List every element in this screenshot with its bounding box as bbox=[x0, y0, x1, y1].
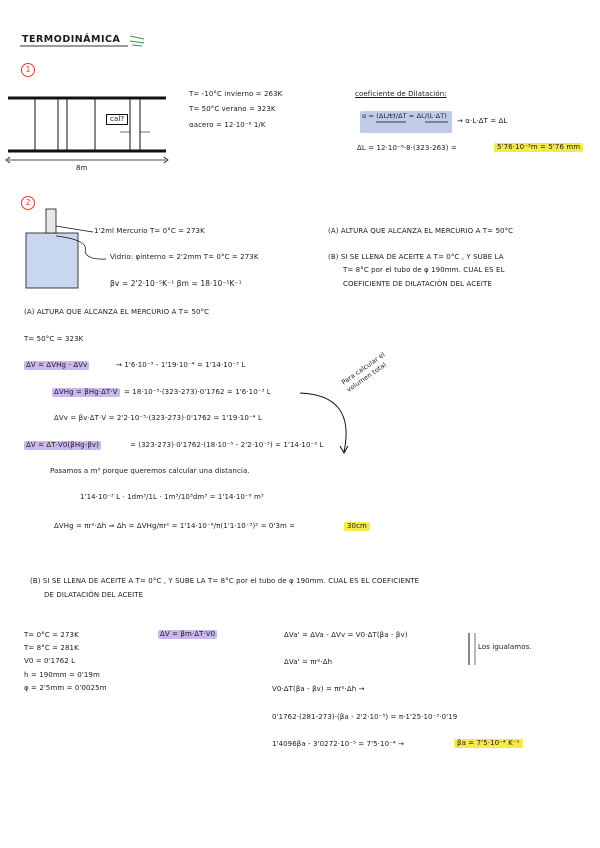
volume-note: Para calcular el volumen total bbox=[340, 350, 388, 394]
part-a-heading: (A) ALTURA QUE ALCANZA EL MERCURIO A T= 50°C bbox=[24, 308, 210, 316]
given-3: αacero = 12·10⁻⁶ 1/K bbox=[189, 121, 266, 129]
rail-ladder-diagram bbox=[6, 98, 168, 163]
convert-text: Pasamos a m³ porque queremos calcular una distancia. bbox=[50, 467, 250, 475]
thermometer-bulb-diagram bbox=[26, 209, 106, 288]
data-5: φ = 2'5mm = 0'0025m bbox=[24, 684, 107, 692]
eq-d: 0'1762·(281-273)·(βa - 2'2·10⁻⁵) = π·1'25·10⁻³·0'19 bbox=[272, 713, 458, 721]
length-label: 8m bbox=[76, 164, 88, 172]
coef-line: βv = 2'2·10⁻⁵K⁻¹ βm = 18·10⁻⁵K⁻¹ bbox=[110, 279, 242, 288]
part-a-temp: T= 50°C = 323K bbox=[24, 335, 84, 343]
given-1: T= -10°C invierno = 263K bbox=[189, 90, 283, 98]
part-b-heading-1: (B) SI SE LLENA DE ACEITE A T= 0°C , Y SUBE LA T= 8°C por el tubo de φ 190mm. CUAL ES EL COEFICIENTE bbox=[30, 577, 420, 585]
eq4-rhs: = (323-273)·0'1762·(18·10⁻⁵ - 2'2·10⁻⁵) = 1'14·10⁻³ L bbox=[130, 441, 324, 449]
question-a: (A) ALTURA QUE ALCANZA EL MERCURIO A T= 50°C bbox=[328, 227, 514, 235]
coef-title: coeficiente de Dilatación: bbox=[355, 90, 447, 98]
part-b-heading-2: DE DILATACIÓN DEL ACEITE bbox=[44, 591, 144, 599]
glass-line: Vidrio: φinterno = 2'2mm T= 0°C = 273K bbox=[110, 253, 259, 261]
brace-note: Los igualamos. bbox=[478, 643, 532, 651]
exercise-1-marker: 1 bbox=[21, 63, 35, 77]
eq-c: V0·ΔT(βa - βv) = πr²·Δh → bbox=[272, 685, 365, 693]
gap-label: cal? bbox=[106, 114, 128, 125]
question-b-line3: COEFICIENTE DE DILATACIÓN DEL ACEITE bbox=[343, 280, 492, 288]
exercise-2-marker: 2 bbox=[21, 196, 35, 210]
formula-box: α = (ΔL/L)/ΔT = ΔL/(L·ΔT) bbox=[362, 112, 447, 120]
eq4-lhs: ΔV = ΔT·V0(βHg-βv) bbox=[26, 441, 99, 449]
data-1: T= 0°C = 273K bbox=[24, 631, 79, 639]
dl-answer: 5'76·10⁻³m = 5'76 mm bbox=[494, 143, 583, 152]
eq-a: ΔVa' = ΔVa - ΔVv = V0·ΔT(βa - βv) bbox=[284, 631, 408, 639]
mercury-line: 1'2ml Mercurio T= 0°C = 273K bbox=[94, 227, 205, 235]
height-calc: ΔVHg = πr²·Δh ⇒ Δh = ΔVHg/πr² = 1'14·10⁻⁶/π(1'1·10⁻³)² = 0'3m = bbox=[54, 522, 296, 530]
dl-calc: ΔL = 12·10⁻⁶·8·(323-263) = bbox=[357, 144, 457, 152]
given-2: T= 50°C verano = 323K bbox=[189, 105, 276, 113]
formula-result: → α·L·ΔT = ΔL bbox=[457, 117, 508, 125]
convert-calc: 1'14·10⁻³ L · 1dm³/1L · 1m³/10³dm³ = 1'14·10⁻⁶ m³ bbox=[80, 493, 264, 501]
question-b-line2: T= 8°C por el tubo de φ 190mm. CUAL ES EL bbox=[343, 266, 505, 274]
eq1-lhs: ΔV = ΔVHg - ΔVv bbox=[26, 361, 88, 369]
eq1-rhs: → 1'6·10⁻³ - 1'19·10⁻⁴ = 1'14·10⁻³ L bbox=[116, 361, 246, 369]
eq2-rhs: = 18·10⁻⁵·(323-273)·0'1762 = 1'6·10⁻³ L bbox=[124, 388, 271, 396]
eq-b: ΔVa' = πr²·Δh bbox=[284, 658, 333, 666]
page-title: TERMODINÁMICA bbox=[22, 34, 121, 45]
main-equation: ΔV = βm·ΔT·V0 bbox=[160, 630, 216, 638]
eq-e: 1'4096βa - 3'0272·10⁻⁵ = 7'5·10⁻⁴ → bbox=[272, 740, 405, 748]
data-3: V0 = 0'1762 L bbox=[24, 657, 76, 665]
answer: βa = 7'5·10⁻⁴ K⁻¹ bbox=[454, 739, 523, 748]
height-answer: 30cm bbox=[344, 522, 370, 531]
question-b-line1: (B) SI SE LLENA DE ACEITE A T= 0°C , Y SUBE LA bbox=[328, 253, 504, 261]
eq2-lhs: ΔVHg = βHg·ΔT·V bbox=[54, 388, 118, 396]
eq3: ΔVv = βv·ΔT·V = 2'2·10⁻⁵·(323-273)·0'1762 = 1'19·10⁻⁴ L bbox=[54, 414, 262, 422]
data-4: h = 190mm = 0'19m bbox=[24, 671, 100, 679]
data-2: T= 8°C = 281K bbox=[24, 644, 79, 652]
